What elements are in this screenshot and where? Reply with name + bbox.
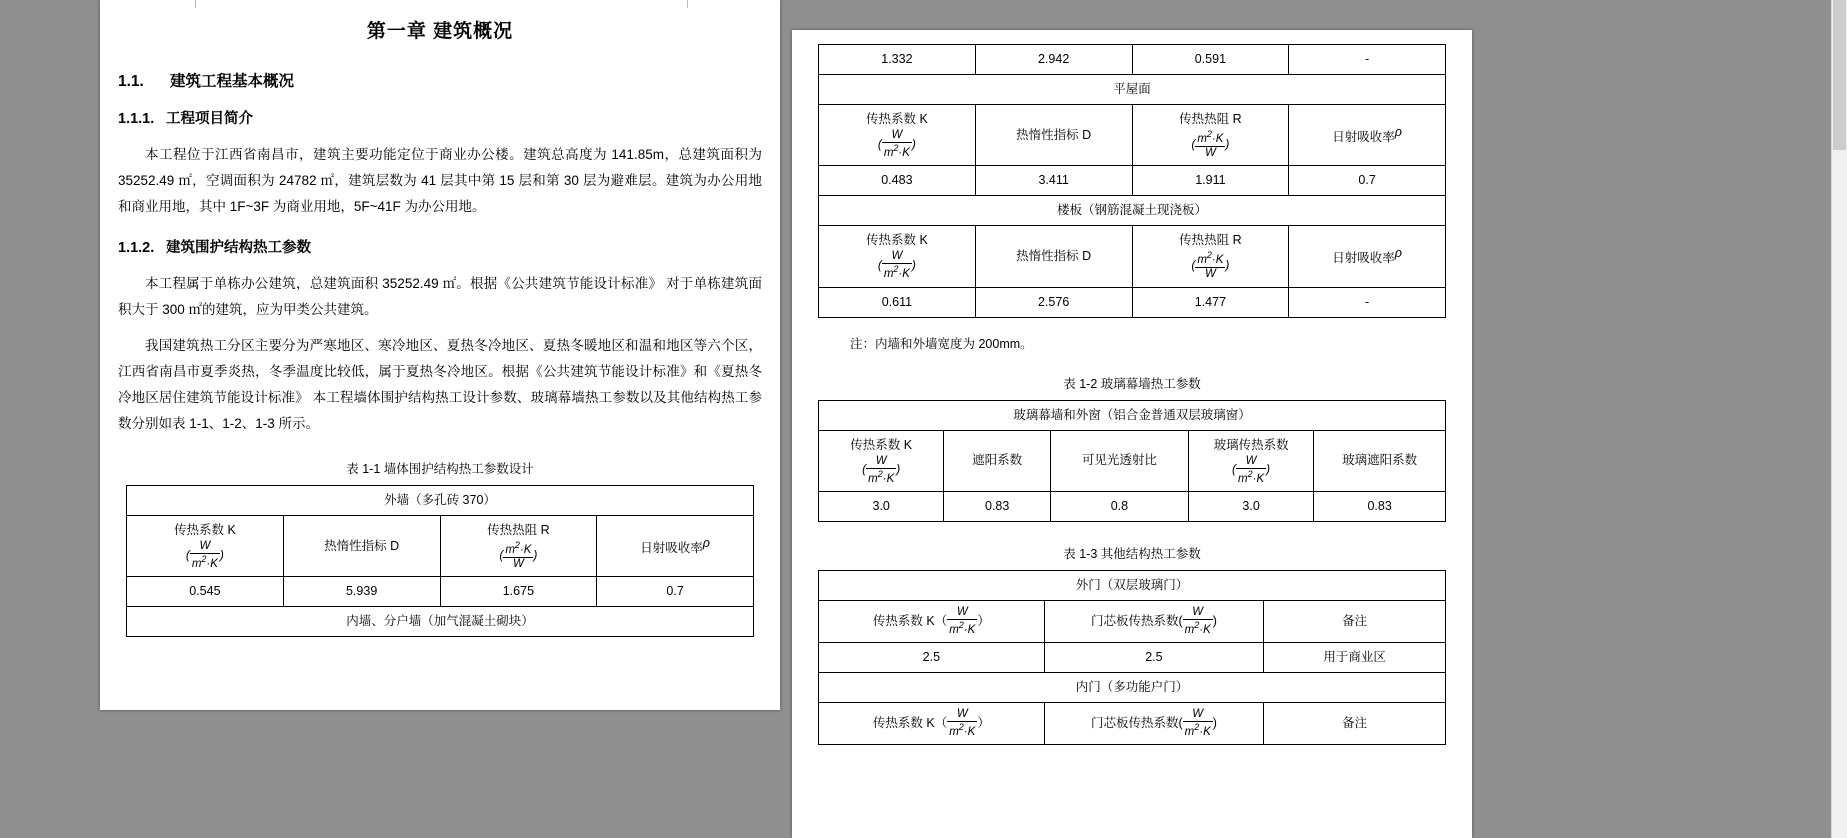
cell-value: 0.83	[944, 491, 1051, 521]
header-absorptance	[1289, 226, 1446, 287]
header-d: 热惰性指标 D	[975, 105, 1132, 166]
table-row	[819, 105, 1446, 166]
header-r	[1132, 226, 1289, 287]
table-caption-1-2: 表 1-2 玻璃幕墙热工参数	[1063, 376, 1201, 391]
wall-thermal-table-continued	[818, 44, 1446, 318]
header-k-unit: ( $\frac{W}{m^2\cdot K}$ )	[185, 540, 224, 571]
cell-value: -	[1289, 287, 1446, 317]
header-r-label: 传热热阻 R	[487, 523, 550, 537]
subsection-number: 1.1.1.	[118, 111, 155, 127]
section-number: 1.1.	[118, 73, 144, 90]
header-k	[819, 226, 976, 287]
table-row	[819, 673, 1446, 703]
ruler-tick	[687, 0, 688, 8]
cell-value: 1.675	[440, 577, 597, 607]
header-door-k: 传热系数 K（ $\frac{W}{m^2\cdot K}$ ）	[819, 600, 1045, 642]
group-title: 玻璃幕墙和外窗（铝合金普通双层玻璃窗）	[819, 400, 1446, 430]
cell-value: 1.911	[1132, 166, 1289, 196]
cell-value: 0.611	[819, 287, 976, 317]
table-row	[127, 577, 754, 607]
header-door-k-label: 传热系数 K（	[872, 613, 948, 628]
header-glass-k-unit: ( $\frac{W}{m^2\cdot K}$ )	[1232, 454, 1271, 485]
table-row	[127, 607, 754, 637]
group-title: 内墙、分户墙（加气混凝土砌块）	[127, 607, 754, 637]
group-title: 楼板（钢筋混凝土现浇板）	[819, 196, 1446, 226]
header-core-k: 门芯板传热系数( $\frac{W}{m^2\cdot K}$ )	[1044, 600, 1263, 642]
other-structures-table	[818, 570, 1446, 746]
subsection-label: 建筑围护结构热工参数	[166, 240, 311, 256]
header-r	[1132, 105, 1289, 166]
cell-value: 0.591	[1132, 45, 1289, 75]
subsection-label: 工程项目简介	[166, 111, 253, 127]
cell-value: 0.483	[819, 166, 976, 196]
section-heading-1-1-2	[118, 236, 762, 257]
paragraph-climate-zone: 我国建筑热工分区主要分为严寒地区、寒冷地区、夏热冬冷地区、夏热冬暖地区和温和地区等六个区，江西省南昌市夏季炎热，冬季温度比较低，属于夏热冬冷地区。根据《公共建筑节能设计标准》和《夏热冬冷地区居住建筑节能设计标准》 本工程墙体围护结构热工设计参数、玻璃幕墙热工参数以及其他结构热工参数分别如表 1-1、1-2、1-3 所示。	[118, 338, 762, 431]
header-glass-k	[1188, 430, 1313, 491]
table-row	[819, 226, 1446, 287]
cell-value: 3.0	[819, 491, 944, 521]
table-row	[819, 570, 1446, 600]
section-heading-1-1-1	[118, 107, 762, 128]
table-note: 注：内墙和外墙宽度为 200mm。	[850, 336, 1033, 351]
table-row	[819, 196, 1446, 226]
cell-value: 0.7	[1289, 166, 1446, 196]
cell-value: 2.5	[1044, 643, 1263, 673]
cell-value: 0.8	[1050, 491, 1188, 521]
rho-symbol: ρ	[1394, 125, 1402, 140]
page-title: 第一章 建筑概况	[366, 21, 514, 42]
table-caption-1-1: 表 1-1 墙体围护结构热工参数设计	[346, 462, 534, 476]
cell-value: 用于商业区	[1264, 643, 1446, 673]
scrollbar-thumb[interactable]	[1833, 0, 1846, 150]
header-visible-transmittance: 可见光透射比	[1050, 430, 1188, 491]
cell-value: 0.7	[597, 577, 754, 607]
header-r	[440, 516, 597, 577]
header-k-label: 传热系数 K	[850, 437, 913, 452]
group-title: 外墙（多孔砖 370）	[127, 486, 754, 516]
header-core-k: 门芯板传热系数( $\frac{W}{m^2\cdot K}$ )	[1044, 703, 1263, 745]
header-r-label: 传热热阻 R	[1179, 233, 1242, 248]
header-door-k: 传热系数 K（ $\frac{W}{m^2\cdot K}$ ）	[819, 703, 1045, 745]
table-row	[819, 287, 1446, 317]
group-title: 内门（多功能户门）	[819, 673, 1446, 703]
header-r-unit: ( $\frac{m^2\cdot K}{W}$ )	[499, 540, 538, 571]
header-shading-coefficient: 遮阳系数	[944, 430, 1051, 491]
document-page-left	[100, 0, 780, 710]
document-page-right	[792, 30, 1472, 838]
cell-value: 2.5	[819, 643, 1045, 673]
cell-value: 1.332	[819, 45, 976, 75]
header-glass-k-label: 玻璃传热系数	[1213, 437, 1289, 452]
paragraph-building-area: 本工程属于单栋办公建筑，总建筑面积 35252.49 ㎡。根据《公共建筑节能设计标准》 对于单栋建筑面积大于 300 ㎡的建筑，应为甲类公共建筑。	[118, 276, 762, 317]
header-door-k-label: 传热系数 K（	[872, 715, 948, 730]
header-core-k-label: 门芯板传热系数(	[1090, 613, 1183, 628]
table-row	[127, 516, 754, 577]
header-absorptance-label: 日射吸收率	[1332, 251, 1395, 266]
cell-value: 3.411	[975, 166, 1132, 196]
table-row	[819, 75, 1446, 105]
table-row	[819, 491, 1446, 521]
vertical-scrollbar[interactable]	[1831, 0, 1847, 838]
cell-value: 3.0	[1188, 491, 1313, 521]
curtain-wall-table	[818, 400, 1446, 522]
table-row	[819, 430, 1446, 491]
header-k-unit: ( $\frac{W}{m^2\cdot K}$ )	[862, 454, 901, 485]
header-remark: 备注	[1264, 703, 1446, 745]
header-r-unit: ( $\frac{m^2\cdot K}{W}$ )	[1191, 250, 1230, 281]
cell-value: 2.942	[975, 45, 1132, 75]
table-row	[819, 600, 1446, 642]
header-r-label: 传热热阻 R	[1179, 112, 1242, 126]
table-row	[127, 486, 754, 516]
header-k-unit: ( $\frac{W}{m^2\cdot K}$ )	[877, 129, 916, 160]
table-row	[819, 45, 1446, 75]
header-k	[819, 430, 944, 491]
header-absorptance	[1289, 105, 1446, 166]
header-k-label: 传热系数 K	[865, 233, 928, 248]
section-heading-1-1	[118, 69, 762, 91]
header-core-k-label: 门芯板传热系数(	[1090, 715, 1183, 730]
group-title: 外门（双层玻璃门）	[819, 570, 1446, 600]
cell-value: 0.83	[1314, 491, 1446, 521]
wall-thermal-table	[126, 485, 754, 637]
paragraph-project-intro: 本工程位于江西省南昌市，建筑主要功能定位于商业办公楼。建筑总高度为 141.85m，总建筑面积为 35252.49 ㎡，空调面积为 24782 ㎡，建筑层数为 41 层其中第 15 层和第 30 层为避难层。建筑为办公用地和商业用地，其中 1F~3F 为商业用地，5F~41F 为办公用地。	[118, 147, 762, 214]
table-row	[819, 400, 1446, 430]
rho-symbol: ρ	[1394, 246, 1402, 261]
ruler-tick	[195, 0, 196, 8]
cell-value: -	[1289, 45, 1446, 75]
table-row	[819, 643, 1446, 673]
section-label: 建筑工程基本概况	[170, 73, 295, 90]
header-remark: 备注	[1264, 600, 1446, 642]
cell-value: 1.477	[1132, 287, 1289, 317]
header-d: 热惰性指标 D	[975, 226, 1132, 287]
header-k	[819, 105, 976, 166]
header-r-unit: ( $\frac{m^2\cdot K}{W}$ )	[1191, 129, 1230, 160]
header-k-label: 传热系数 K	[173, 523, 236, 537]
header-absorptance	[597, 516, 754, 577]
header-k-unit: ( $\frac{W}{m^2\cdot K}$ )	[877, 250, 916, 281]
rho-symbol: ρ	[702, 536, 710, 551]
table-caption-1-3: 表 1-3 其他结构热工参数	[1063, 546, 1201, 561]
header-k	[127, 516, 284, 577]
group-title: 平屋面	[819, 75, 1446, 105]
cell-value: 0.545	[127, 577, 284, 607]
header-absorptance-label: 日射吸收率	[1332, 130, 1395, 145]
table-row	[819, 166, 1446, 196]
subsection-number: 1.1.2.	[118, 240, 155, 256]
header-absorptance-label: 日射吸收率	[640, 541, 703, 556]
header-glass-shading: 玻璃遮阳系数	[1314, 430, 1446, 491]
cell-value: 2.576	[975, 287, 1132, 317]
header-k-label: 传热系数 K	[865, 112, 928, 126]
table-row	[819, 703, 1446, 745]
header-d: 热惰性指标 D	[283, 516, 440, 577]
cell-value: 5.939	[283, 577, 440, 607]
